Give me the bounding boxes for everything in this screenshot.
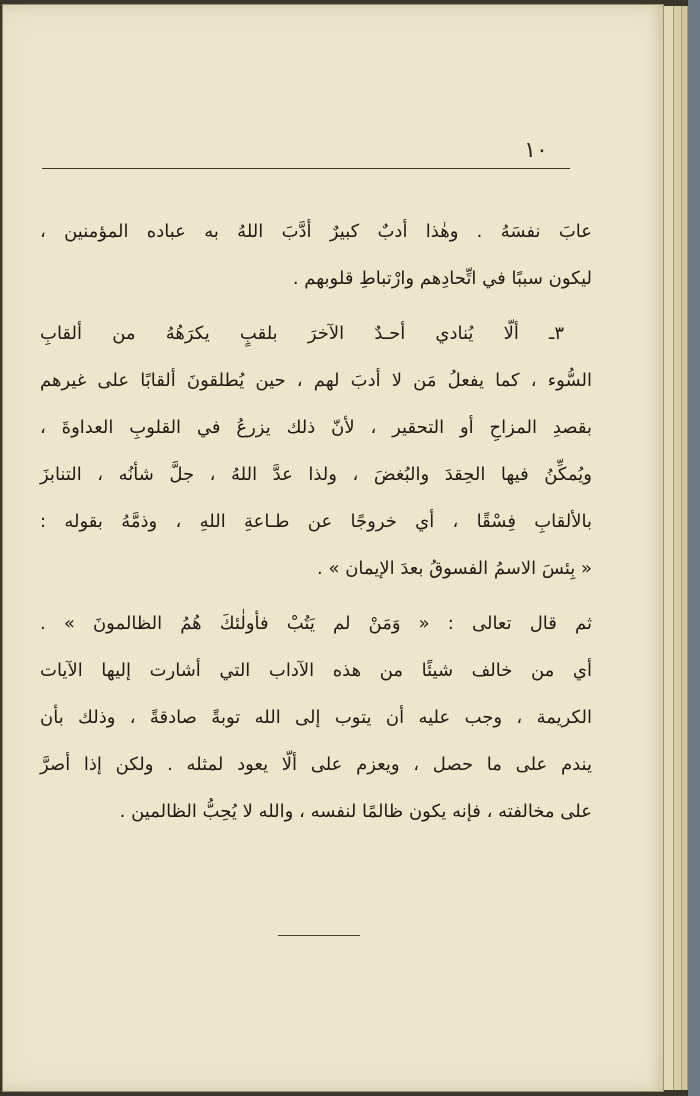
text-line: ثم قال تعالى : « وَمَنْ لم يَتُبْ فأولٰئكَ هُمُ الظالمونَ » . bbox=[40, 613, 592, 634]
text-line: الكريمة ، وجب عليه أن يتوب إلى الله توبةً صادقةً ، وذلك بأن bbox=[40, 707, 592, 728]
text-line: « بِئسَ الاسمُ الفسوقُ بعدَ الإيمان » . bbox=[317, 558, 592, 579]
text-line: بقصدِ المزاحِ أو التحقير ، لأنّ ذلك يزرعُ في القلوبِ العداوةَ ، bbox=[40, 417, 592, 438]
text-line: على مخالفته ، فإنه يكون ظالمًا لنفسه ، والله لا يُحِبُّ الظالمين . bbox=[119, 801, 592, 822]
text-line: ويُمكِّنُ فيها الحِقدَ والبُغضَ ، ولذا عدَّ اللهُ ، جلَّ شأنُه ، التنابزَ bbox=[40, 464, 592, 485]
text-line: أي من خالف شيئًا من هذه الآداب التي أشارت إليها الآيات bbox=[40, 660, 592, 681]
text-line: بالألقابِ فِسْقًا ، أي خروجًا عن طـاعةِ اللهِ ، وذمَّهُ بقوله : bbox=[40, 511, 592, 532]
end-of-section-rule bbox=[278, 935, 360, 936]
text-line: يندم على ما حصل ، ويعزم على ألّا يعود لمثله . ولكن إذا أصرَّ bbox=[40, 754, 592, 775]
text-line: عابَ نفسَهُ . وهٰذا أدبٌ كبيرٌ أدَّبَ اللهُ به عباده المؤمنين ، bbox=[40, 221, 592, 242]
page-body bbox=[40, 208, 592, 835]
text-line: ليكون سببًا في اتِّحادِهم وارْتباطِ قلوبهم . bbox=[292, 268, 592, 289]
header-rule bbox=[42, 168, 570, 169]
page-number: ١٠ bbox=[524, 138, 548, 163]
page-edge bbox=[682, 6, 688, 1090]
book-binding bbox=[688, 0, 700, 1096]
text-line: ٣ـ ألّا يُنادي أحـدٌ الآخرَ بلقبٍ يكرَهُهُ من ألقابِ bbox=[40, 323, 564, 344]
text-line: السُّوء ، كما يفعلُ مَن لا أدبَ لهم ، حين يُطلقونَ ألقابًا على غيرهم bbox=[40, 370, 592, 391]
page-edge bbox=[664, 6, 674, 1090]
page-edge bbox=[674, 6, 682, 1090]
